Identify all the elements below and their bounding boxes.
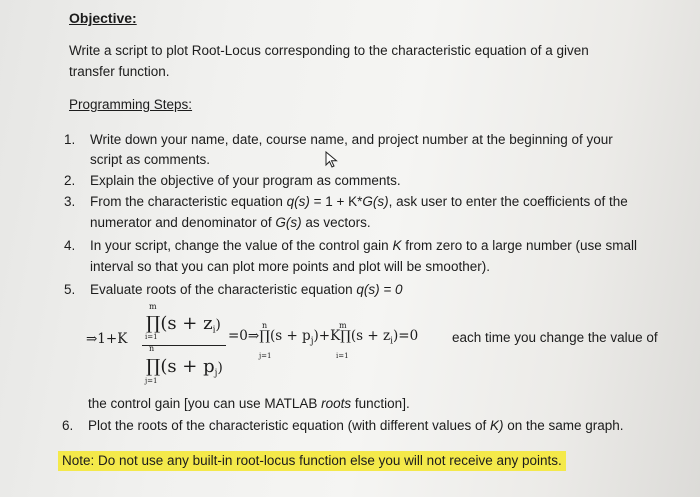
- mouse-cursor-icon: [325, 151, 339, 169]
- step-5-number: 5.: [64, 282, 76, 297]
- objective-line-2: transfer function.: [69, 64, 170, 79]
- step-4-number: 4.: [64, 238, 76, 253]
- step-1-line-2: script as comments.: [90, 152, 211, 167]
- step-3-line-1: From the characteristic equation q(s) = 1 + K*G(s), ask user to enter the coefficients of the: [90, 194, 628, 209]
- step-3-number: 3.: [64, 194, 76, 209]
- fraction-bar: [142, 345, 226, 346]
- step-5-continuation: the control gain [you can use MATLAB roots function].: [88, 396, 410, 411]
- step-2-line-1: Explain the objective of your program as comments.: [90, 173, 401, 188]
- equation-tail-text: each time you change the value of: [452, 330, 658, 345]
- numerator-lower-limit: i=1: [145, 333, 158, 341]
- objective-line-1: Write a script to plot Root-Locus corresponding to the characteristic equation of a given: [69, 43, 589, 58]
- step-1-number: 1.: [64, 132, 76, 147]
- numerator-product: ∏(s + $z_i$): [146, 313, 221, 336]
- middle-lower-limit-1: j=1: [259, 352, 272, 360]
- middle-upper-limit-1: n: [262, 321, 268, 330]
- step-4-line-2: interval so that you can plot more points and plot will be smoother).: [90, 259, 490, 274]
- step-3-line-2: numerator and denominator of G(s) as vectors.: [90, 215, 371, 230]
- middle-equation: =0⇒∏(s + $p_j)+K\prod(s + z_i)=0$: [228, 328, 419, 347]
- highlighted-note: Note: Do not use any built-in root-locus function else you will not receive any points.: [58, 451, 566, 471]
- denominator-lower-limit: j=1: [145, 377, 158, 385]
- step-5-line-1: Evaluate roots of the characteristic equation q(s) = 0: [90, 282, 403, 297]
- denominator-upper-limit: n: [149, 344, 155, 353]
- step-6-number: 6.: [62, 418, 74, 433]
- step-2-number: 2.: [64, 173, 76, 188]
- step-1-line-1: Write down your name, date, course name, and project number at the beginning of your: [90, 132, 613, 147]
- steps-heading: Programming Steps:: [69, 97, 193, 112]
- objective-heading: Objective:: [69, 10, 137, 26]
- equation-implies: ⇒1+K: [86, 331, 128, 347]
- middle-upper-limit-2: m: [339, 321, 347, 330]
- step-6-line-1: Plot the roots of the characteristic equation (with different values of K) on the same graph.: [88, 418, 624, 433]
- numerator-upper-limit: m: [149, 302, 157, 311]
- denominator-product: ∏(s + $p_j$): [146, 356, 223, 379]
- step-4-line-1: In your script, change the value of the control gain K from zero to a large number (use small: [90, 238, 638, 253]
- middle-lower-limit-2: i=1: [336, 352, 349, 360]
